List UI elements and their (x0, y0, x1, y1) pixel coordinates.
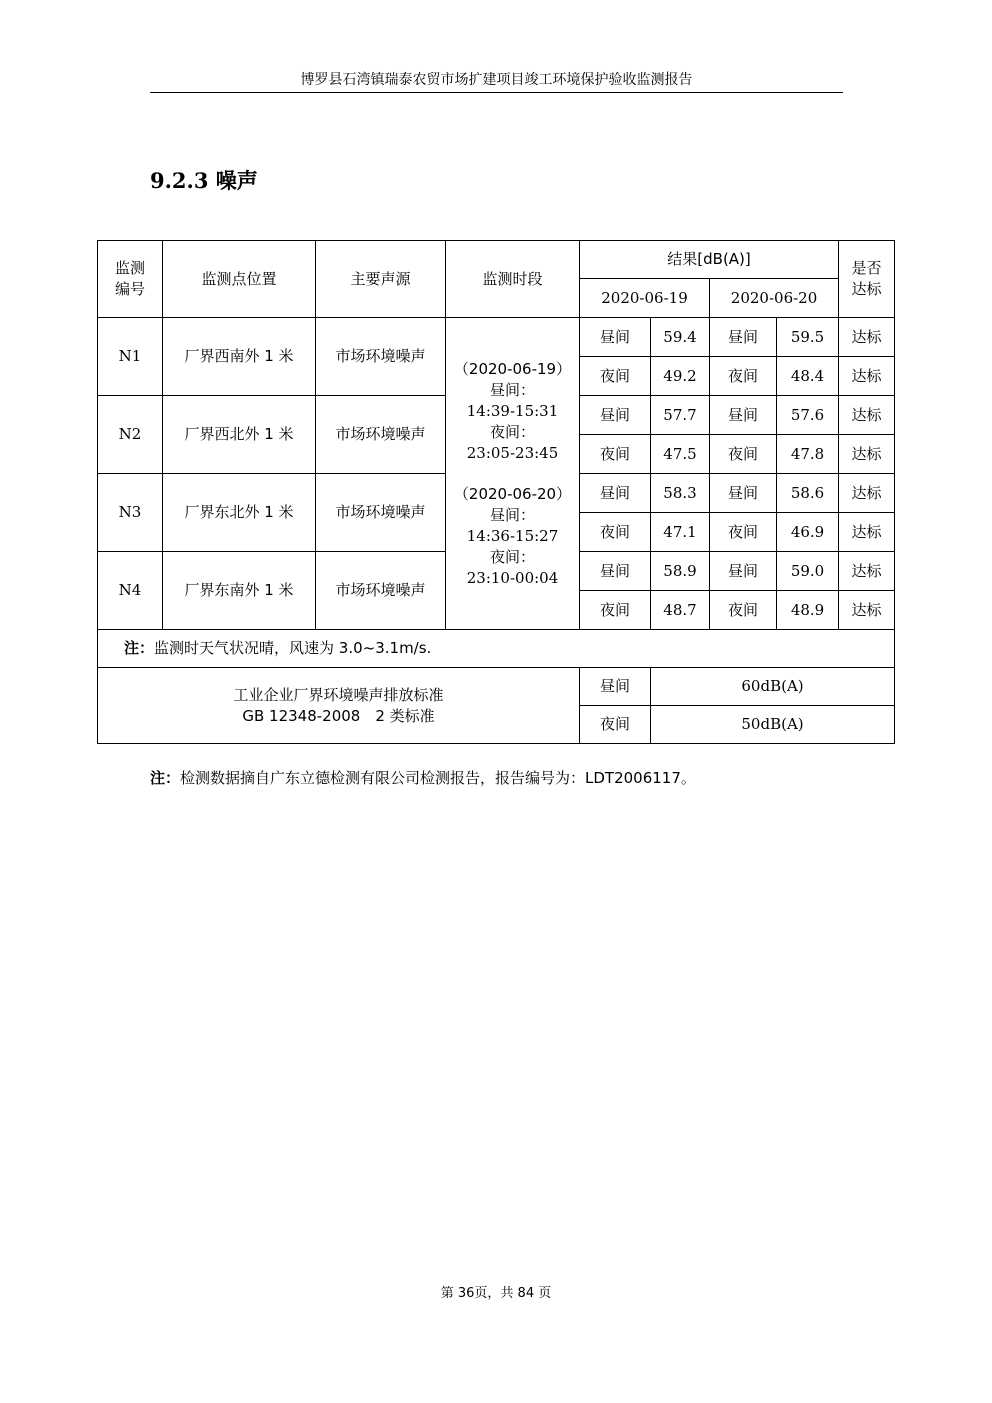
row-id: N1 (98, 318, 163, 396)
compliance-status: 达标 (839, 396, 895, 435)
night-value: 48.4 (777, 357, 839, 396)
standard-day-value: 60dB(A) (651, 668, 895, 706)
page-number: 第 36页，共 84 页 (440, 1286, 552, 1301)
footnote-label: 注： (150, 769, 181, 787)
night-label: 夜间 (580, 357, 651, 396)
night-value: 47.1 (651, 513, 710, 552)
table-note-label: 注： (124, 639, 155, 657)
night-label: 夜间 (710, 435, 777, 474)
day-label: 昼间 (710, 318, 777, 357)
compliance-status: 达标 (839, 591, 895, 630)
table-note-text: 监测时天气状况晴，风速为 3.0~3.1m/s. (154, 639, 432, 657)
row-source: 市场环境噪声 (316, 552, 446, 630)
night-value: 47.5 (651, 435, 710, 474)
row-source: 市场环境噪声 (316, 396, 446, 474)
row-location: 厂界西北外 1 米 (163, 396, 316, 474)
night-label: 夜间 (710, 513, 777, 552)
row-source: 市场环境噪声 (316, 474, 446, 552)
compliance-status: 达标 (839, 318, 895, 357)
compliance-status: 达标 (839, 435, 895, 474)
standard-night-label: 夜间 (580, 706, 651, 744)
monitoring-period-cell: （2020-06-19） 昼间： 14:39-15:31 夜间： 23:05-23:45 （2020-06-20） 昼间： 14:36-15:27 夜间： 23:10-00:04 (446, 318, 580, 630)
section-title: 9.2.3 噪声 (150, 168, 258, 193)
day-value: 57.7 (651, 396, 710, 435)
row-location: 厂界东北外 1 米 (163, 474, 316, 552)
row-id: N4 (98, 552, 163, 630)
compliance-status: 达标 (839, 357, 895, 396)
row-location: 厂界东南外 1 米 (163, 552, 316, 630)
day-value: 57.6 (777, 396, 839, 435)
night-value: 49.2 (651, 357, 710, 396)
header-location: 监测点位置 (163, 241, 316, 318)
row-id: N2 (98, 396, 163, 474)
page-header: 博罗县石湾镇瑞泰农贸市场扩建项目竣工环境保护验收监测报告 (150, 68, 843, 93)
night-label: 夜间 (710, 357, 777, 396)
noise-results-table (97, 240, 895, 744)
header-date-1: 2020-06-19 (580, 279, 710, 318)
header-compliance: 是否 达标 (839, 241, 895, 318)
day-value: 59.4 (651, 318, 710, 357)
row-id: N3 (98, 474, 163, 552)
day-label: 昼间 (580, 318, 651, 357)
night-label: 夜间 (710, 591, 777, 630)
header-result: 结果[dB(A)] (580, 241, 839, 279)
compliance-status: 达标 (839, 474, 895, 513)
day-label: 昼间 (580, 552, 651, 591)
header-period: 监测时段 (446, 241, 580, 318)
table-note (98, 630, 895, 668)
night-label: 夜间 (580, 435, 651, 474)
footnote (150, 766, 696, 790)
compliance-status: 达标 (839, 552, 895, 591)
day-label: 昼间 (580, 474, 651, 513)
row-location: 厂界西南外 1 米 (163, 318, 316, 396)
row-source: 市场环境噪声 (316, 318, 446, 396)
night-label: 夜间 (580, 591, 651, 630)
day-label: 昼间 (710, 474, 777, 513)
night-label: 夜间 (580, 513, 651, 552)
header-date-2: 2020-06-20 (710, 279, 839, 318)
day-value: 59.0 (777, 552, 839, 591)
day-value: 58.3 (651, 474, 710, 513)
day-label: 昼间 (580, 396, 651, 435)
night-value: 48.9 (777, 591, 839, 630)
day-label: 昼间 (710, 396, 777, 435)
night-value: 46.9 (777, 513, 839, 552)
day-label: 昼间 (710, 552, 777, 591)
standard-day-label: 昼间 (580, 668, 651, 706)
compliance-status: 达标 (839, 513, 895, 552)
standard-name: 工业企业厂界环境噪声排放标准 GB 12348-2008 2 类标准 (98, 668, 580, 744)
day-value: 58.9 (651, 552, 710, 591)
night-value: 48.7 (651, 591, 710, 630)
standard-night-value: 50dB(A) (651, 706, 895, 744)
header-source: 主要声源 (316, 241, 446, 318)
day-value: 59.5 (777, 318, 839, 357)
day-value: 58.6 (777, 474, 839, 513)
night-value: 47.8 (777, 435, 839, 474)
header-id: 监测 编号 (98, 241, 163, 318)
footnote-text: 检测数据摘自广东立德检测有限公司检测报告，报告编号为：LDT2006117。 (180, 769, 696, 787)
